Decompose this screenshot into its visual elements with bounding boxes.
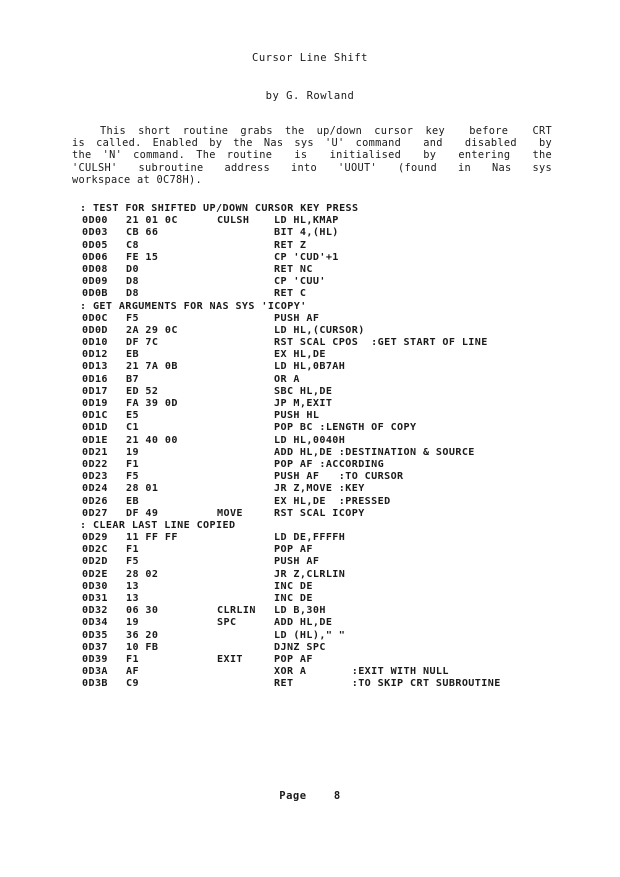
mnemonic: SBC HL,DE bbox=[274, 385, 333, 397]
address: 0D1E bbox=[82, 434, 108, 446]
mnemonic: PUSH AF :TO CURSOR bbox=[274, 471, 404, 483]
mnemonic: EX HL,DE :PRESSED bbox=[274, 495, 391, 507]
hex-bytes: C9 bbox=[126, 678, 139, 690]
hex-bytes: 28 02 bbox=[126, 568, 159, 580]
mnemonic: INC DE bbox=[274, 580, 313, 592]
hex-bytes: D8 bbox=[126, 288, 139, 300]
hex-bytes: ED 52 bbox=[126, 385, 159, 397]
address: 0D27 bbox=[82, 507, 108, 519]
hex-bytes: DF 7C bbox=[126, 337, 159, 349]
address: 0D12 bbox=[82, 349, 108, 361]
hex-bytes: 13 bbox=[126, 593, 139, 604]
mnemonic: POP AF bbox=[274, 653, 313, 665]
mnemonic: RET C bbox=[274, 288, 307, 300]
address: 0D13 bbox=[82, 361, 108, 373]
address: 0D2D bbox=[82, 556, 108, 568]
mnemonic: INC DE bbox=[274, 593, 313, 604]
mnemonic: POP BC :LENGTH OF COPY bbox=[274, 422, 417, 434]
page-title: Cursor Line Shift bbox=[252, 52, 368, 64]
code-label: CULSH bbox=[217, 215, 250, 227]
hex-bytes: D8 bbox=[126, 276, 139, 288]
hex-bytes: 19 bbox=[126, 617, 139, 629]
address: 0D24 bbox=[82, 483, 108, 495]
address: 0D35 bbox=[82, 629, 108, 641]
address: 0D37 bbox=[82, 641, 108, 653]
hex-bytes: 06 30 bbox=[126, 605, 159, 617]
hex-bytes: F1 bbox=[126, 458, 139, 470]
hex-bytes: 28 01 bbox=[126, 483, 159, 495]
mnemonic: RET NC bbox=[274, 263, 313, 275]
intro-line: workspace at 0C78H). bbox=[72, 173, 202, 186]
hex-bytes: 19 bbox=[126, 446, 139, 458]
mnemonic: DJNZ SPC bbox=[274, 641, 326, 653]
mnemonic: JR Z,MOVE :KEY bbox=[274, 483, 365, 495]
hex-bytes: 13 bbox=[126, 580, 139, 592]
hex-bytes: F5 bbox=[126, 312, 139, 324]
hex-bytes: F1 bbox=[126, 544, 139, 556]
mnemonic: ADD HL,DE bbox=[274, 617, 333, 629]
author-byline: by G. Rowland bbox=[265, 90, 355, 102]
address: 0D1D bbox=[82, 422, 108, 434]
hex-bytes: 36 20 bbox=[126, 629, 159, 641]
address: 0D03 bbox=[82, 227, 108, 239]
mnemonic: LD HL,KMAP bbox=[274, 215, 339, 227]
section-comment: : CLEAR LAST LINE COPIED bbox=[80, 519, 236, 531]
intro-line: is called. Enabled by the Nas sys 'U' command and disabled by bbox=[72, 137, 552, 150]
hex-bytes: AF bbox=[126, 666, 139, 678]
mnemonic: LD HL,0040H bbox=[274, 434, 346, 446]
hex-bytes: B7 bbox=[126, 373, 139, 385]
mnemonic: RET :TO SKIP CRT SUBROUTINE bbox=[274, 678, 501, 690]
address: 0D29 bbox=[82, 532, 108, 544]
address: 0D1C bbox=[82, 410, 108, 422]
mnemonic: LD (HL)," " bbox=[274, 629, 346, 641]
hex-bytes: 21 7A 0B bbox=[126, 361, 178, 373]
code-label: EXIT bbox=[217, 653, 243, 665]
mnemonic: XOR A :EXIT WITH NULL bbox=[274, 666, 449, 678]
address: 0D19 bbox=[82, 398, 108, 409]
address: 0D0D bbox=[82, 324, 108, 336]
mnemonic: EX HL,DE bbox=[274, 349, 326, 361]
address: 0D32 bbox=[82, 605, 108, 617]
code-label: SPC bbox=[217, 617, 237, 629]
hex-bytes: EB bbox=[126, 349, 139, 361]
address: 0D34 bbox=[82, 617, 108, 629]
address: 0D23 bbox=[82, 471, 108, 483]
address: 0D00 bbox=[82, 215, 108, 227]
mnemonic: LD HL,0B7AH bbox=[274, 361, 346, 373]
hex-bytes: 11 FF FF bbox=[126, 532, 178, 544]
mnemonic: JP M,EXIT bbox=[274, 398, 333, 409]
address: 0D31 bbox=[82, 593, 108, 604]
intro-line: 'CULSH' subroutine address into 'UOUT' (found in Nas sys bbox=[72, 161, 552, 174]
address: 0D10 bbox=[82, 337, 108, 349]
address: 0D0C bbox=[82, 312, 108, 324]
hex-bytes: CB 66 bbox=[126, 227, 159, 239]
mnemonic: PUSH AF bbox=[274, 556, 320, 568]
mnemonic: LD DE,FFFFH bbox=[274, 532, 346, 544]
section-comment: : TEST FOR SHIFTED UP/DOWN CURSOR KEY PRESS bbox=[80, 203, 359, 214]
mnemonic: CP 'CUD'+1 bbox=[274, 251, 339, 263]
hex-bytes: F5 bbox=[126, 556, 139, 568]
address: 0D30 bbox=[82, 580, 108, 592]
page-footer bbox=[0, 790, 620, 802]
mnemonic: LD B,30H bbox=[274, 605, 326, 617]
hex-bytes: 21 40 00 bbox=[126, 434, 178, 446]
hex-bytes: F5 bbox=[126, 471, 139, 483]
address: 0D21 bbox=[82, 446, 108, 458]
mnemonic: POP AF :ACCORDING bbox=[274, 458, 385, 470]
address: 0D0B bbox=[82, 288, 108, 300]
address: 0D08 bbox=[82, 263, 108, 275]
mnemonic: BIT 4,(HL) bbox=[274, 227, 339, 239]
address: 0D05 bbox=[82, 239, 108, 251]
page-label: Page bbox=[279, 790, 307, 802]
address: 0D09 bbox=[82, 276, 108, 288]
hex-bytes: EB bbox=[126, 495, 139, 507]
hex-bytes: 10 FB bbox=[126, 641, 159, 653]
section-comment: : GET ARGUMENTS FOR NAS SYS 'ICOPY' bbox=[80, 300, 307, 312]
intro-line: the 'N' command. The routine is initialised by entering the bbox=[72, 149, 552, 162]
hex-bytes: 2A 29 0C bbox=[126, 324, 178, 336]
code-label: MOVE bbox=[217, 507, 243, 519]
intro-line: This short routine grabs the up/down cursor key before CRT bbox=[100, 125, 552, 137]
address: 0D22 bbox=[82, 458, 108, 470]
hex-bytes: DF 49 bbox=[126, 507, 159, 519]
address: 0D2E bbox=[82, 568, 108, 580]
hex-bytes: FE 15 bbox=[126, 251, 159, 263]
hex-bytes: E5 bbox=[126, 410, 139, 422]
address: 0D16 bbox=[82, 373, 108, 385]
mnemonic: CP 'CUU' bbox=[274, 276, 326, 288]
address: 0D3A bbox=[82, 666, 108, 678]
mnemonic: OR A bbox=[274, 373, 300, 385]
address: 0D06 bbox=[82, 251, 108, 263]
address: 0D2C bbox=[82, 544, 108, 556]
address: 0D17 bbox=[82, 385, 108, 397]
page-number: 8 bbox=[333, 790, 341, 802]
mnemonic: POP AF bbox=[274, 544, 313, 556]
intro-paragraph bbox=[72, 125, 552, 186]
mnemonic: ADD HL,DE :DESTINATION & SOURCE bbox=[274, 446, 475, 458]
hex-bytes: 21 01 0C bbox=[126, 215, 178, 227]
hex-bytes: FA 39 0D bbox=[126, 398, 178, 409]
mnemonic: LD HL,(CURSOR) bbox=[274, 324, 365, 336]
address: 0D26 bbox=[82, 495, 108, 507]
hex-bytes: C1 bbox=[126, 422, 139, 434]
hex-bytes: C8 bbox=[126, 239, 139, 251]
mnemonic: PUSH HL bbox=[274, 410, 320, 422]
mnemonic: RET Z bbox=[274, 239, 307, 251]
hex-bytes: D0 bbox=[126, 263, 139, 275]
address: 0D3B bbox=[82, 678, 108, 690]
mnemonic: RST SCAL CPOS :GET START OF LINE bbox=[274, 337, 488, 349]
mnemonic: RST SCAL ICOPY bbox=[274, 507, 365, 519]
code-label: CLRLIN bbox=[217, 605, 256, 617]
mnemonic: JR Z,CLRLIN bbox=[274, 568, 346, 580]
mnemonic: PUSH AF bbox=[274, 312, 320, 324]
address: 0D39 bbox=[82, 653, 108, 665]
hex-bytes: F1 bbox=[126, 653, 139, 665]
